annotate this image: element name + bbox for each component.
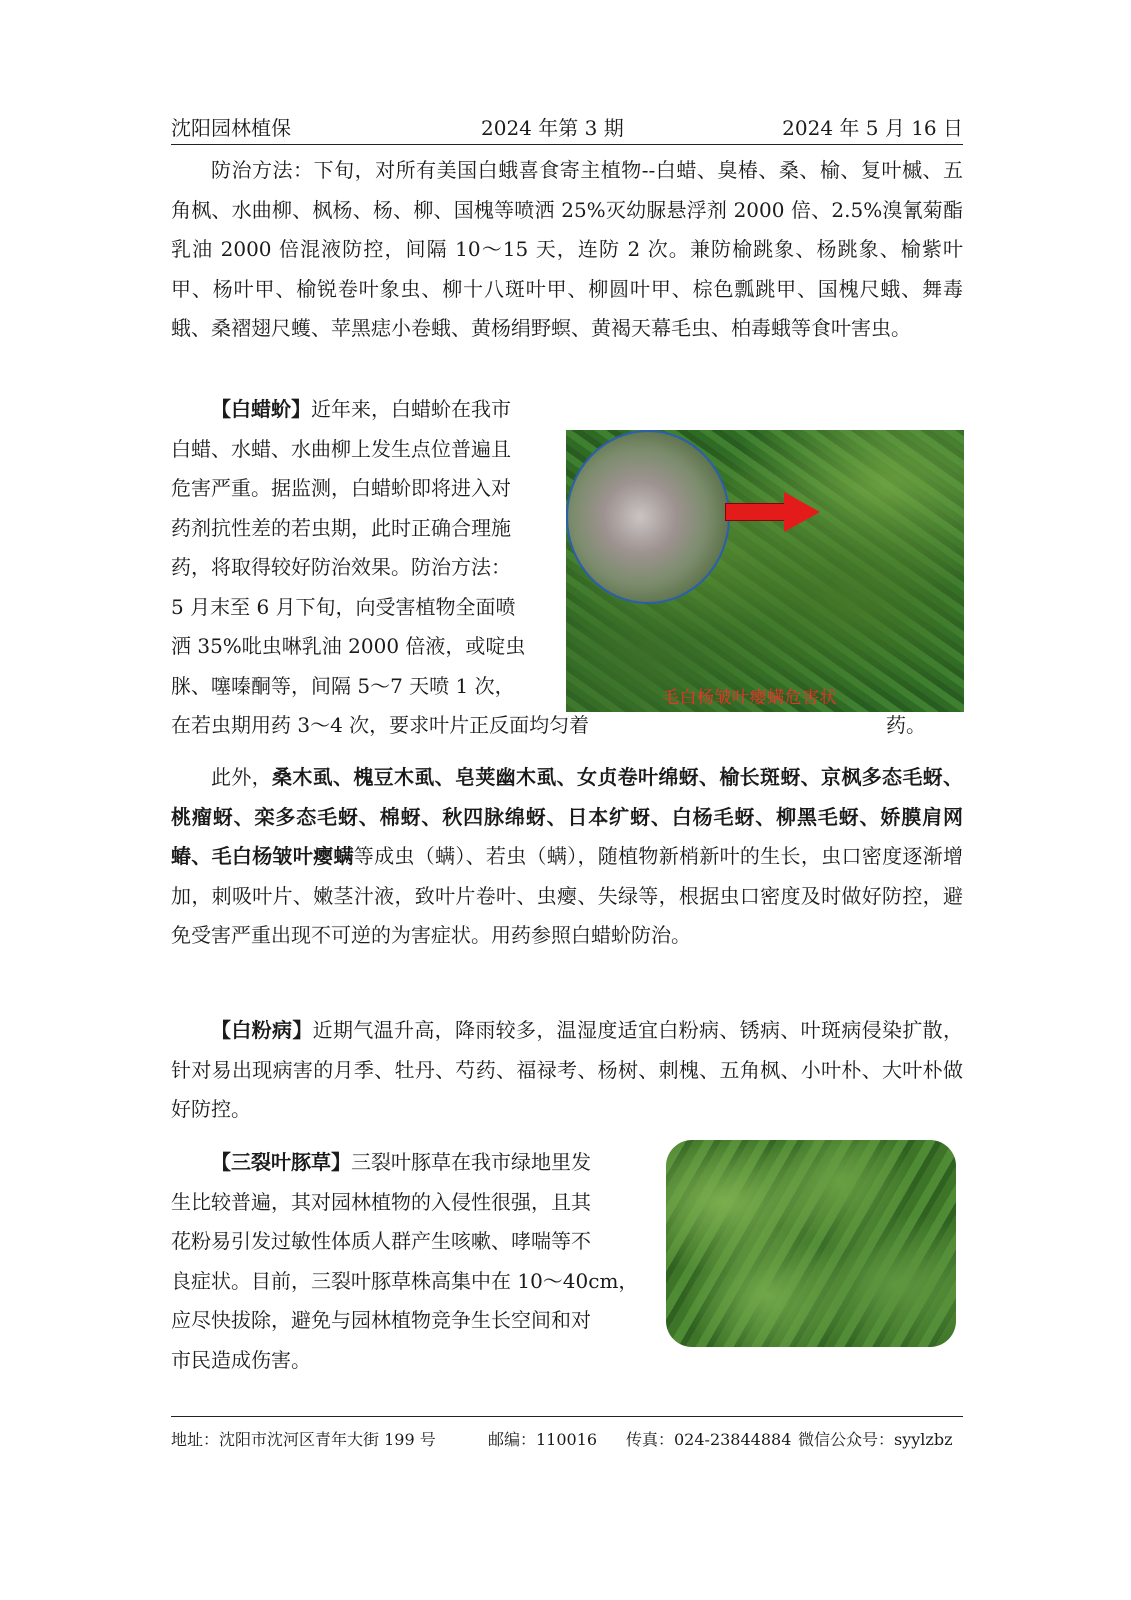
ragweed-photo (666, 1140, 956, 1347)
section-powdery-mildew-title: 【白粉病】 (211, 1018, 313, 1042)
pest-list-bold: 桑木虱、槐豆木虱、皂荚幽木虱、女贞卷叶绵蚜、榆长斑蚜、京枫多态毛蚜、桃瘤蚜、栾多态毛蚜、棉蚜、秋四脉绵蚜、日本纩蚜、白杨毛蚜、柳黑毛蚜、娇膜肩网蝽、毛白杨皱叶瘿螨 (171, 765, 963, 868)
section-white-wax-scale (171, 390, 551, 706)
footer-fax: 传真：024-23844884 (626, 1430, 792, 1449)
text-line: 药，将取得较好防治效果。防治方法： (171, 555, 511, 579)
section-control-methods: 防治方法：下旬，对所有美国白蛾喜食寄主植物--白蜡、臭椿、桑、榆、复叶槭、五角枫、水曲柳、枫杨、杨、柳、国槐等喷洒 25%灭幼脲悬浮剂 2000 倍、2.5%溴氰菊酯乳油 2000 倍混液防控，间隔 10～15 天，连防 2 次。兼防榆跳象、杨跳象、榆紫叶甲、杨叶甲、榆锐卷叶象虫、柳十八斑叶甲、柳圆叶甲、棕色瓢跳甲、国槐尺蛾、舞毒蛾、桑褶翅尺蠖、苹黑痣小卷蛾、黄杨绢野螟、黄褐天幕毛虫、柏毒蛾等食叶害虫。 (171, 158, 963, 340)
text-body: 近期气温升高，降雨较多，温湿度适宜白粉病、锈病、叶斑病侵染扩散，针对易出现病害的月季、牡丹、芍药、福禄考、杨树、刺槐、五角枫、小叶朴、大叶朴做好防控。 (171, 1018, 964, 1121)
text-line: 白蜡、水蜡、水曲柳上发生点位普遍且 (171, 436, 511, 461)
footer-postcode: 邮编：110016 (488, 1430, 598, 1449)
red-arrow-icon (726, 504, 786, 520)
section-white-wax-scale-title: 【白蜡蚧】 (211, 397, 311, 421)
section-giant-ragweed-title: 【三裂叶豚草】 (211, 1150, 351, 1174)
text-line: 危害严重。据监测，白蜡蚧即将进入对 (171, 476, 511, 500)
section-sucking-pests (171, 758, 963, 956)
text-rest: 等成虫（螨）、若虫（螨），随植物新梢新叶的生长，虫口密度逐渐增加，刺吸叶片、嫩茎汁液，致叶片卷叶、虫瘿、失绿等，根据虫口密度及时做好防控，避免受害严重出现不可逆的为害症状。用药参照白蜡蚧防治。 (171, 844, 964, 947)
issue-date: 2024 年 5 月 16 日 (782, 116, 963, 140)
text-line: 洒 35%吡虫啉乳油 2000 倍液，或啶虫 (171, 634, 526, 658)
closeup-inset-image (566, 430, 730, 604)
section-powdery-mildew (171, 1011, 963, 1130)
text-line-end: 药。 (886, 713, 926, 737)
footer-wechat: 微信公众号：syylzbz (798, 1430, 953, 1449)
text-line: 在若虫期用药 3～4 次，要求叶片正反面均匀着 (171, 713, 590, 737)
text-line: 近年来，白蜡蚧在我市 (311, 397, 511, 421)
text-prefix: 此外， (211, 765, 272, 789)
text-line: 花粉易引发过敏性体质人群产生咳嗽、哮喘等不 (171, 1229, 591, 1253)
text-line: 三裂叶豚草在我市绿地里发 (351, 1150, 591, 1174)
text-line: 市民造成伤害。 (171, 1347, 311, 1372)
text-line: 良症状。目前，三裂叶豚草株高集中在 10～40cm， (171, 1268, 639, 1293)
issue-number: 2024 年第 3 期 (481, 116, 624, 140)
mite-damage-photo (566, 430, 964, 712)
publication-name: 沈阳园林植保 (171, 116, 291, 140)
red-arrow-head-icon (784, 492, 820, 532)
footer-address: 地址：沈阳市沈河区青年大街 199 号 (171, 1430, 436, 1449)
text-line: 应尽快拔除，避免与园林植物竞争生长空间和对 (171, 1308, 591, 1332)
text-line: 5 月末至 6 月下旬，向受害植物全面喷 (171, 594, 516, 619)
section-giant-ragweed (171, 1143, 651, 1380)
text-line: 生比较普遍，其对园林植物的入侵性很强，且其 (171, 1189, 591, 1214)
page-header (171, 114, 963, 145)
photo-caption: 毛白杨皱叶瘿螨危害状 (662, 688, 837, 708)
text-line: 脒、噻嗪酮等，间隔 5～7 天喷 1 次， (171, 673, 515, 698)
text-line: 药剂抗性差的若虫期，此时正确合理施 (171, 515, 511, 540)
page-footer (171, 1416, 963, 1449)
